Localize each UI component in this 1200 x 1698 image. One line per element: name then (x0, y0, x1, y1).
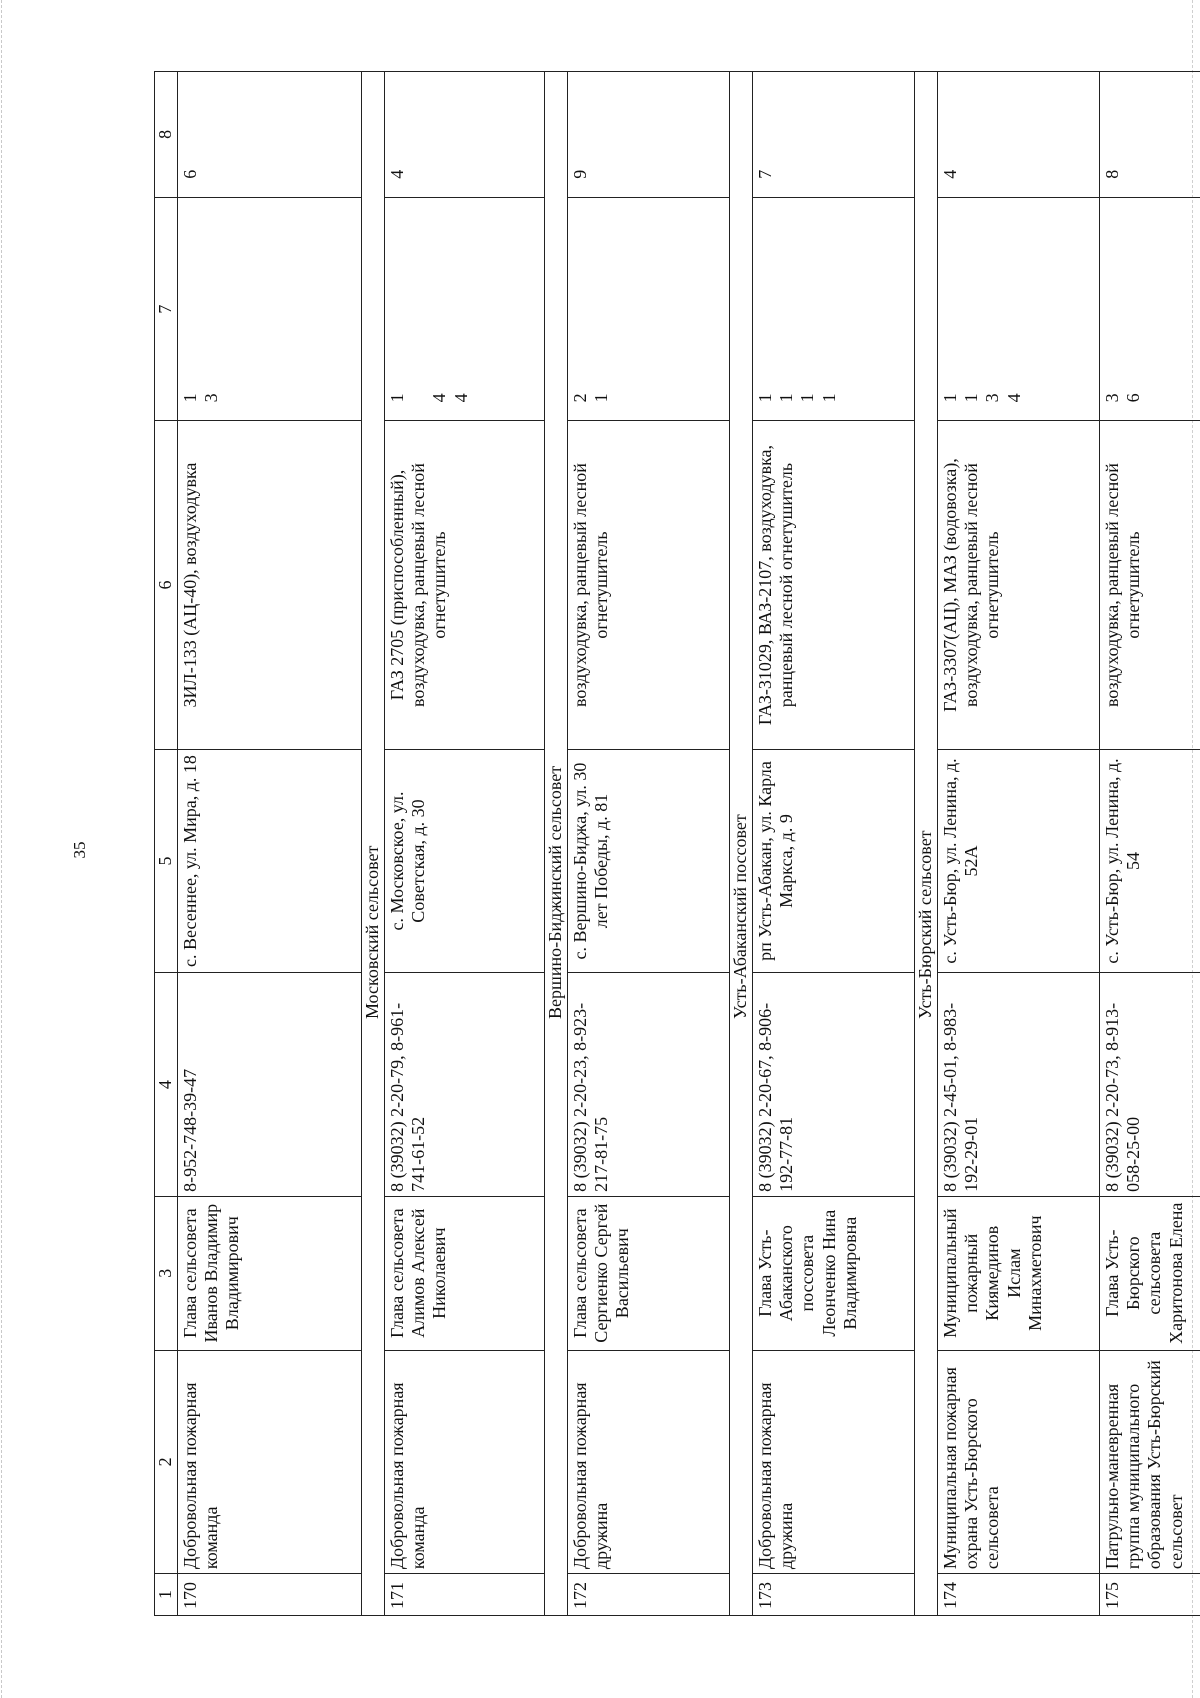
personnel-cell: 8 (1100, 72, 1200, 198)
equipment-cell: ГАЗ-31029, ВАЗ-2107, воздуходувка, ранцевый лесной огнетушитель (753, 421, 915, 749)
unit-name-cell: Добровольная пожарная команда (178, 1350, 362, 1574)
col-header: 8 (155, 72, 178, 198)
section-cell (362, 72, 385, 1616)
table-row (568, 72, 730, 1616)
col-header: 4 (155, 973, 178, 1197)
phone-cell: 8 (39032) 2-20-67, 8-906-192-77-81 (753, 973, 915, 1197)
row-number: 173 (753, 1574, 915, 1616)
quantity-cell: 1 3 (178, 197, 362, 421)
address-cell: с. Вершино-Биджа, ул. 30 лет Победы, д. 81 (568, 749, 730, 973)
unit-name-cell: Патрульно-маневренная группа муниципального образования Усть-Бюрский сельсовет (1100, 1350, 1200, 1574)
address-cell: с. Весеннее, ул. Мира, д. 18 (178, 749, 362, 973)
unit-name-cell: Добровольная пожарная дружина (568, 1350, 730, 1574)
personnel-cell: 4 (938, 72, 1100, 198)
phone-cell: 8-952-748-39-47 (178, 973, 362, 1197)
head-cell: Глава Усть-Бюрского сельсовета Харитонова Елена (1100, 1196, 1200, 1350)
equipment-cell: ЗИЛ-133 (АЦ-40), воздуходувка (178, 421, 362, 749)
section-title: Усть-Бюрский сельсовет (915, 830, 935, 1019)
col-header: 3 (155, 1196, 178, 1350)
section-row (730, 72, 753, 1616)
equipment-cell: воздуходувка, ранцевый лесной огнетушитель (568, 421, 730, 749)
section-cell (730, 72, 753, 1616)
section-title: Московский сельсовет (362, 845, 382, 1019)
section-cell (915, 72, 938, 1616)
equipment-cell: ГАЗ 2705 (приспособленный), воздуходувка, ранцевый лесной огнетушитель (385, 421, 545, 749)
col-header: 2 (155, 1350, 178, 1574)
header-row (155, 72, 178, 1616)
section-cell (545, 72, 568, 1616)
equipment-cell: ГАЗ-3307(АЦ), МАЗ (водовозка), воздуходувка, ранцевый лесной огнетушитель (938, 421, 1100, 749)
head-cell: Глава сельсовета Иванов Владимир Владимирович (178, 1196, 362, 1350)
table-row (1100, 72, 1200, 1616)
address-cell: с. Усть-Бюр, ул. Ленина, д. 52А (938, 749, 1100, 973)
address-cell: рп Усть-Абакан, ул. Карла Маркса, д. 9 (753, 749, 915, 973)
address-cell: с. Московское, ул. Советская, д. 30 (385, 749, 545, 973)
table-row (178, 72, 362, 1616)
col-header: 7 (155, 197, 178, 421)
personnel-cell: 4 (385, 72, 545, 198)
fire-units-table (154, 71, 1200, 1616)
quantity-cell: 1 1 3 4 (938, 197, 1100, 421)
quantity-cell: 1 1 1 1 (753, 197, 915, 421)
head-cell: Глава сельсовета Сергиенко Сергей Васильевич (568, 1196, 730, 1350)
col-header: 6 (155, 421, 178, 749)
personnel-cell: 7 (753, 72, 915, 198)
section-title: Вершино-Биджинский сельсовет (545, 765, 565, 1019)
table-row (938, 72, 1100, 1616)
scan-edge-left (1, 0, 3, 1698)
unit-name-cell: Муниципальная пожарная охрана Усть-Бюрского сельсовета (938, 1350, 1100, 1574)
section-row (915, 72, 938, 1616)
page-number: 35 (70, 841, 89, 859)
row-number: 172 (568, 1574, 730, 1616)
section-row (545, 72, 568, 1616)
quantity-cell: 1 4 4 (385, 197, 545, 421)
personnel-cell: 9 (568, 72, 730, 198)
col-header: 1 (155, 1574, 178, 1616)
row-number: 170 (178, 1574, 362, 1616)
row-number: 174 (938, 1574, 1100, 1616)
row-number: 171 (385, 1574, 545, 1616)
head-cell: Муниципальный пожарный Киямединов Ислам Минахметович (938, 1196, 1100, 1350)
address-cell: с. Усть-Бюр, ул. Ленина, д. 54 (1100, 749, 1200, 973)
phone-cell: 8 (39032) 2-45-01, 8-983-192-29-01 (938, 973, 1100, 1197)
fire-units-table-container (154, 71, 1186, 1616)
personnel-cell: 6 (178, 72, 362, 198)
phone-cell: 8 (39032) 2-20-79, 8-961-741-61-52 (385, 973, 545, 1197)
phone-cell: 8 (39032) 2-20-73, 8-913-058-25-00 (1100, 973, 1200, 1197)
row-number: 175 (1100, 1574, 1200, 1616)
col-header: 5 (155, 749, 178, 973)
table-row (753, 72, 915, 1616)
table-body (178, 72, 1200, 1616)
section-title: Усть-Абаканский поссовет (730, 814, 750, 1019)
head-cell: Глава Усть-Абаканского поссовета Леонченко Нина Владимировна (753, 1196, 915, 1350)
phone-cell: 8 (39032) 2-20-23, 8-923-217-81-75 (568, 973, 730, 1197)
unit-name-cell: Добровольная пожарная команда (385, 1350, 545, 1574)
quantity-cell: 3 6 (1100, 197, 1200, 421)
equipment-cell: воздуходувка, ранцевый лесной огнетушитель (1100, 421, 1200, 749)
quantity-cell: 2 1 (568, 197, 730, 421)
section-row (362, 72, 385, 1616)
head-cell: Глава сельсовета Алимов Алексей Николаевич (385, 1196, 545, 1350)
table-row (385, 72, 545, 1616)
unit-name-cell: Добровольная пожарная дружина (753, 1350, 915, 1574)
